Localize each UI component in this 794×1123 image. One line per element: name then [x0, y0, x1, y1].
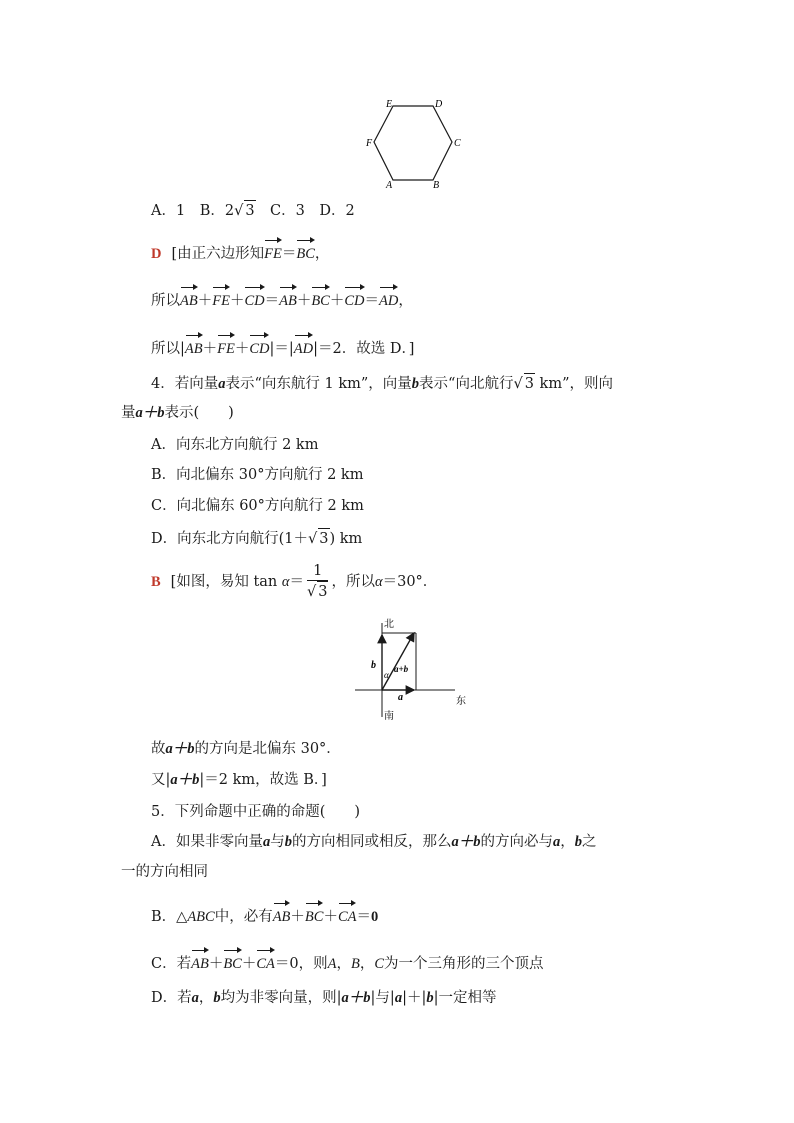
- q5-optb-text: B．△: [151, 909, 188, 925]
- comma: ，: [359, 956, 375, 972]
- var-b: b: [426, 990, 434, 1006]
- q3-exp1-text: [由正六边形知: [171, 246, 265, 262]
- q3-options-text: A．1 B．2: [151, 203, 235, 219]
- vector-BC: BC: [311, 285, 330, 311]
- comma: ，: [398, 293, 413, 309]
- plus-sign: ＋: [323, 909, 338, 925]
- q4-stem-text: 4．若向量: [151, 376, 219, 392]
- q5-stem: 5．下列命题中正确的命题( ): [151, 804, 361, 820]
- comma: ，: [560, 834, 575, 850]
- alpha-symbol: α: [281, 574, 290, 590]
- vector-AB: AB: [273, 901, 291, 927]
- q4-option-b: B．向北偏东 30°方向航行 2 km: [151, 467, 364, 483]
- vector-BC: BC: [296, 238, 315, 264]
- equals-sign: ＝: [364, 293, 379, 309]
- q4-option-a: A．向东北方向航行 2 km: [151, 437, 319, 453]
- q5-option-c: [151, 948, 544, 974]
- hexagon-label-B: B: [433, 180, 440, 190]
- fraction-1-over-sqrt3: [307, 562, 328, 602]
- sqrt-sign: √: [234, 203, 244, 219]
- q4-explanation-1: [151, 562, 437, 602]
- q4-stem-text: 量: [121, 405, 136, 421]
- var-b: b: [411, 376, 420, 392]
- plus-sign: ＋: [202, 341, 218, 357]
- q5-opta-text: 之: [581, 834, 597, 850]
- hexagon-label-F: F: [366, 138, 373, 149]
- q4-exp1-text: ，所以: [331, 574, 375, 590]
- vector-BC: BC: [305, 901, 324, 927]
- q3-explanation-1: [151, 238, 329, 264]
- vector-CD: CD: [344, 285, 364, 311]
- q3-answer-label: D: [151, 246, 162, 262]
- var-a: a: [552, 834, 561, 850]
- hexagon-label-A: A: [386, 180, 393, 190]
- q5-opta-text: 与: [270, 834, 285, 850]
- vector-BC: BC: [223, 948, 242, 974]
- comma: ，: [336, 956, 351, 972]
- var-a: a: [262, 834, 271, 850]
- plus-sign: ＋: [229, 293, 245, 309]
- vector-FE: FE: [212, 285, 230, 311]
- q5-optd-text: |与|: [370, 990, 395, 1006]
- plus-sign: ＋: [241, 956, 257, 972]
- sqrt-radicand: 3: [524, 373, 535, 394]
- a-label: a: [398, 692, 403, 703]
- q3-explanation-3: [151, 333, 414, 359]
- q3-explanation-2: [151, 285, 413, 311]
- equals-sign: ＝: [289, 574, 304, 590]
- zero-vector: 0: [370, 909, 379, 925]
- b-label: b: [371, 660, 376, 671]
- alpha-symbol: α: [374, 574, 383, 590]
- a-plus-b-label: a+b: [394, 664, 409, 674]
- q5-optd-text: |一定相等: [433, 990, 497, 1006]
- east-label: 东: [456, 696, 466, 707]
- q5-option-d: [151, 988, 496, 1008]
- q4-exp3-text: 又|: [151, 772, 171, 788]
- var-a: a: [191, 990, 199, 1006]
- q3-options: [151, 200, 355, 221]
- q5-option-a-line1: [151, 832, 596, 852]
- comma: ，: [314, 246, 330, 262]
- var-b: b: [284, 834, 292, 850]
- plus-sign: ＋: [234, 341, 250, 357]
- q4-stem-1: [151, 373, 613, 394]
- sqrt-radicand: 3: [317, 581, 328, 602]
- plus-sign: ＋: [208, 956, 224, 972]
- q4-stem-text: km”，则向: [534, 376, 614, 392]
- var-a-plus-b: a＋b: [135, 405, 165, 421]
- q4-exp1-text: ＝30°．: [382, 574, 438, 590]
- q5-optb-text: 中，必有: [214, 909, 273, 925]
- plus-sign: ＋: [296, 293, 312, 309]
- q5-optc-text: 为一个三角形的三个顶点: [384, 956, 544, 972]
- q4-exp1-text: [如图，易知 tan: [170, 574, 282, 590]
- equals-sign: ＝: [264, 293, 280, 309]
- q4-stem-2: [121, 403, 234, 423]
- hexagon-shape: [374, 106, 452, 180]
- vector-AB: AB: [180, 285, 198, 311]
- point-B: B: [350, 956, 360, 972]
- q4-answer-label: B: [151, 574, 161, 590]
- q5-opta-text: 的方向相同或相反，那么: [291, 834, 452, 850]
- point-C: C: [374, 956, 385, 972]
- vector-CA: CA: [256, 948, 275, 974]
- sqrt-radicand: 3: [244, 200, 255, 221]
- vector-FE: FE: [264, 238, 282, 264]
- var-a: a: [218, 376, 226, 392]
- vector-AB: AB: [279, 285, 297, 311]
- q4-exp2-text: 的方向是北偏东 30°．: [194, 741, 341, 757]
- q4-explanation-2: [151, 739, 341, 759]
- var-a-plus-b: a＋b: [165, 741, 195, 757]
- q5-option-a-line2: 一的方向相同: [121, 864, 208, 880]
- vector-AD: AD: [294, 333, 313, 359]
- vector-AB: AB: [185, 333, 203, 359]
- point-A: A: [327, 956, 337, 972]
- q3-exp2-text: 所以: [151, 293, 180, 309]
- q4-optd-text: D．向东北方向航行(1＋: [151, 531, 309, 547]
- south-label: 南: [384, 711, 394, 722]
- vector-CD: CD: [249, 333, 269, 359]
- vector-AB: AB: [191, 948, 209, 974]
- vector-CD: CD: [244, 285, 264, 311]
- hexagon-label-C: C: [454, 138, 461, 149]
- vector-CA: CA: [338, 901, 357, 927]
- vector-FE: FE: [217, 333, 235, 359]
- q5-optc-text: ＝0，则: [274, 956, 328, 972]
- var-a-plus-b: a＋b: [170, 772, 200, 788]
- alpha-label: α: [384, 670, 389, 680]
- hexagon-figure: [360, 95, 470, 190]
- sqrt-radicand: 3: [318, 528, 329, 549]
- hexagon-label-E: E: [386, 99, 393, 110]
- triangle-abc: ABC: [187, 909, 215, 925]
- q5-optd-text: 均为非零向量，则|: [220, 990, 342, 1006]
- q3-options-rest: C．3 D．2: [255, 203, 355, 219]
- sqrt-sign: √: [513, 376, 523, 392]
- equals-sign: ＝: [356, 909, 371, 925]
- comma: ，: [198, 990, 214, 1006]
- q4-exp2-text: 故: [151, 741, 166, 757]
- sqrt-sign: √: [306, 584, 317, 600]
- q5-optc-text: C．若: [151, 956, 192, 972]
- plus-sign: ＋: [290, 909, 305, 925]
- fraction-numerator: 1: [307, 562, 328, 581]
- vector-a-plus-b-arrow: [382, 633, 414, 690]
- vector-AD: AD: [379, 285, 398, 311]
- q4-explanation-3: [151, 770, 327, 790]
- q4-stem-text: 表示“向东航行 1 km”，向量: [225, 376, 412, 392]
- north-label: 北: [384, 619, 394, 630]
- plus-sign: ＋: [329, 293, 345, 309]
- q5-optd-text: D．若: [151, 990, 192, 1006]
- q5-opta-text: 的方向必与: [480, 834, 553, 850]
- q4-stem-text: 表示( ): [164, 405, 234, 421]
- q4-option-c: C．向北偏东 60°方向航行 2 km: [151, 498, 364, 514]
- fraction-denominator: [307, 581, 328, 602]
- vector-direction-figure: [350, 615, 475, 730]
- q3-exp3-text: 所以|: [151, 341, 185, 357]
- var-a: a: [394, 990, 403, 1006]
- q4-optd-text: ) km: [329, 531, 363, 547]
- var-b: b: [213, 990, 221, 1006]
- q5-option-b: [151, 901, 378, 927]
- var-b: b: [574, 834, 582, 850]
- var-a-plus-b: a＋b: [451, 834, 481, 850]
- q3-exp3-mid: |＝|: [269, 341, 294, 357]
- q5-opta-text: A．如果非零向量: [151, 834, 263, 850]
- q4-option-d: [151, 528, 362, 549]
- q5-optd-text: |＋|: [402, 990, 427, 1006]
- q4-exp3-text: |＝2 km，故选 B．]: [199, 772, 327, 788]
- equals-sign: ＝: [281, 246, 297, 262]
- q4-stem-text: 表示“向北航行: [419, 376, 514, 392]
- plus-sign: ＋: [197, 293, 213, 309]
- sqrt-sign: √: [308, 531, 318, 547]
- q3-exp3-end: |＝2．故选 D．]: [313, 341, 415, 357]
- hexagon-label-D: D: [435, 99, 443, 110]
- var-a-plus-b: a＋b: [341, 990, 371, 1006]
